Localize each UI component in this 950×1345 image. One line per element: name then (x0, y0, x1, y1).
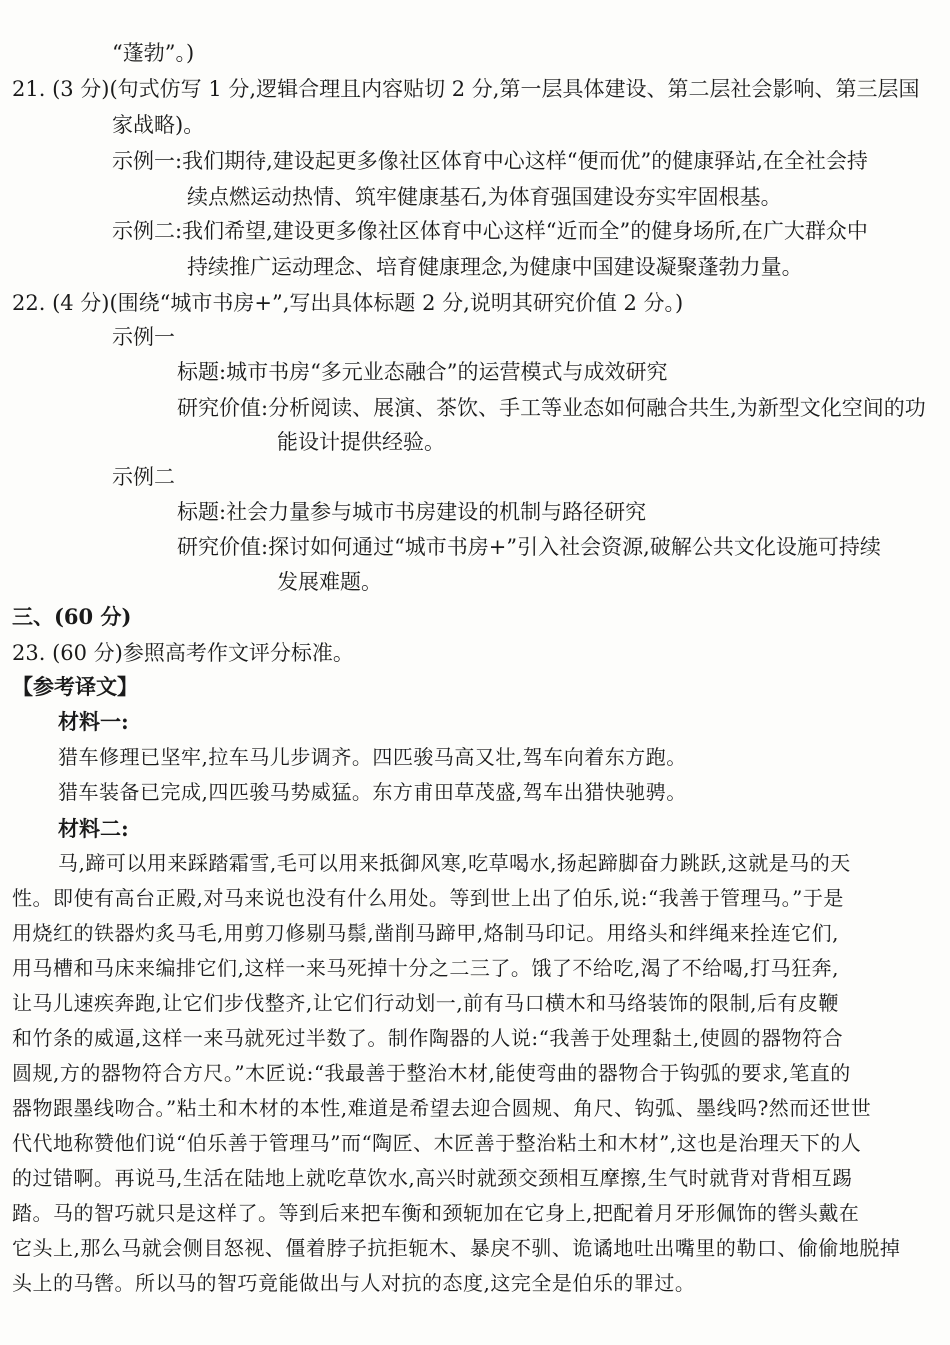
q22-example1-label: 示例一 (112, 325, 175, 349)
q22-example1-title: 标题:城市书房“多元业态融合”的运营模式与成效研究 (177, 360, 668, 384)
material2-line: 和竹条的威逼,这样一来马就死过半数了。制作陶器的人说:“我善于处理黏土,使圆的器物符合 (12, 1026, 844, 1050)
q21-example1-line1: 示例一:我们期待,建设起更多像社区体育中心这样“便而优”的健康驿站,在全社会持 (112, 149, 868, 173)
section-three-heading: 三、(60 分) (12, 604, 132, 629)
material2-line: 器物跟墨线吻合。”粘土和木材的本性,难道是希望去迎合圆规、角尺、钩弧、墨线吗?然而还世世 (12, 1096, 872, 1120)
material1-label: 材料一: (58, 709, 129, 734)
q23-line: 23. (60 分)参照高考作文评分标准。 (12, 641, 354, 665)
q20-tail: “蓬勃”。) (112, 41, 195, 65)
q21-heading: 21. (3 分)(句式仿写 1 分,逻辑合理且内容贴切 2 分,第一层具体建设、第二层社会影响、第三层国 (12, 77, 920, 101)
q21-heading-cont: 家战略)。 (112, 113, 205, 137)
q21-example2-line2: 持续推广运动理念、培育健康理念,为健康中国建设凝聚蓬勃力量。 (187, 255, 803, 279)
q22-example2-label: 示例二 (112, 465, 175, 489)
material2-line: 让马儿速疾奔跑,让它们步伐整齐,让它们行动划一,前有马口横木和马络装饰的限制,后有皮鞭 (12, 991, 839, 1015)
material2-line: 马,蹄可以用来踩踏霜雪,毛可以用来抵御风寒,吃草喝水,扬起蹄脚奋力跳跃,这就是马的天 (58, 851, 851, 875)
q21-example1-line2: 续点燃运动热情、筑牢健康基石,为体育强国建设夯实牢固根基。 (187, 185, 782, 209)
material2-line: 的过错啊。再说马,生活在陆地上就吃草饮水,高兴时就颈交颈相互摩擦,生气时就背对背相互踢 (12, 1166, 853, 1190)
material2-line: 它头上,那么马就会侧目怒视、僵着脖子抗拒轭木、暴戾不驯、诡谲地吐出嘴里的勒口、偷偷地脱掉 (12, 1236, 901, 1260)
material2-line: 性。即使有高台正殿,对马来说也没有什么用处。等到世上出了伯乐,说:“我善于管理马。”于是 (12, 886, 844, 910)
q22-example2-value-line2: 发展难题。 (277, 570, 382, 594)
material2-line: 用马槽和马床来编排它们,这样一来马死掉十分之二三了。饿了不给吃,渴了不给喝,打马狂奔, (12, 956, 839, 980)
q22-example2-value-line1: 研究价值:探讨如何通过“城市书房+”引入社会资源,破解公共文化设施可持续 (177, 535, 881, 559)
q22-example1-value-line2: 能设计提供经验。 (277, 430, 445, 454)
q22-example1-value-line1: 研究价值:分析阅读、展演、茶饮、手工等业态如何融合共生,为新型文化空间的功 (177, 396, 926, 420)
material2-line: 头上的马辔。所以马的智巧竟能做出与人对抗的态度,这完全是伯乐的罪过。 (12, 1271, 696, 1295)
material1-line1: 猎车修理已坚牢,拉车马儿步调齐。四匹骏马高又壮,驾车向着东方跑。 (58, 745, 687, 769)
material2-line: 踏。马的智巧就只是这样了。等到后来把车衡和颈轭加在它身上,把配着月牙形佩饰的辔头戴在 (12, 1201, 860, 1225)
material2-line: 代代地称赞他们说“伯乐善于管理马”而“陶匠、木匠善于整治粘土和木材”,这也是治理天下的人 (12, 1131, 862, 1155)
material1-line2: 猎车装备已完成,四匹骏马势威猛。东方甫田草茂盛,驾车出猎快驰骋。 (58, 780, 687, 804)
translation-header: 【参考译文】 (12, 674, 138, 699)
q21-example2-line1: 示例二:我们希望,建设更多像社区体育中心这样“近而全”的健身场所,在广大群众中 (112, 219, 868, 243)
q22-example2-title: 标题:社会力量参与城市书房建设的机制与路径研究 (177, 500, 647, 524)
q22-heading: 22. (4 分)(围绕“城市书房+”,写出具体标题 2 分,说明其研究价值 2 分。) (12, 291, 684, 315)
material2-line: 用烧红的铁器灼炙马毛,用剪刀修剔马鬃,凿削马蹄甲,烙制马印记。用络头和绊绳来拴连它们, (12, 921, 839, 945)
material2-label: 材料二: (58, 816, 129, 841)
material2-line: 圆规,方的器物符合方尺。”木匠说:“我最善于整治木材,能使弯曲的器物合于钩弧的要求,笔直的 (12, 1061, 851, 1085)
